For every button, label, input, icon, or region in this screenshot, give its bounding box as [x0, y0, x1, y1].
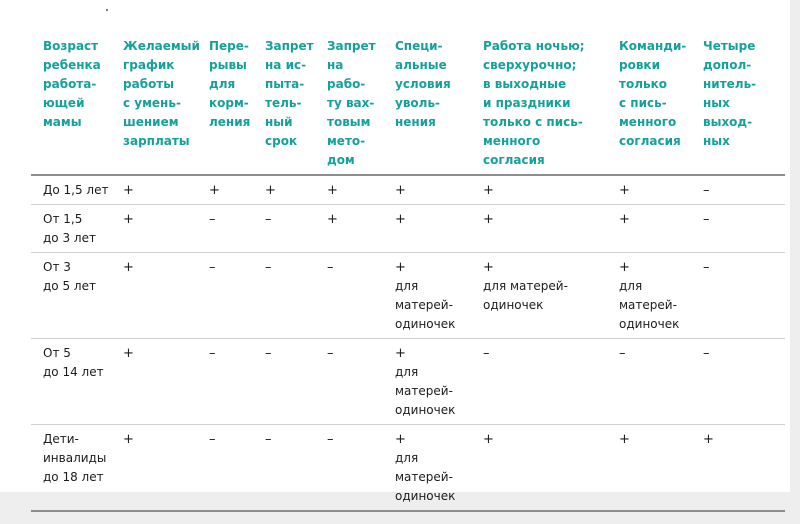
plus-mark: + — [123, 183, 134, 198]
value-cell — [253, 425, 315, 512]
dash-mark: – — [209, 346, 216, 361]
header-rotation-ban: Запрет на рабо- ту вах- товым мето- дом — [315, 32, 383, 175]
value-cell — [471, 253, 607, 339]
dash-mark: – — [703, 260, 710, 275]
value-cell — [691, 253, 785, 339]
value-cell — [471, 175, 607, 205]
header-probation-ban: Запрет на ис- пыта- тель- ный срок — [253, 32, 315, 175]
value-cell — [315, 205, 383, 253]
header-business-trips-consent: Команди- ровки только с пись- менного согласия — [607, 32, 691, 175]
plus-mark: + — [483, 183, 494, 198]
plus-mark: + — [209, 183, 220, 198]
value-cell — [253, 339, 315, 425]
cell-note: для матерей- одиночек — [395, 451, 456, 503]
value-cell — [471, 339, 607, 425]
header-reduced-schedule: Желаемый график работы с умень- шением зарплаты — [111, 32, 197, 175]
cell-note: для матерей- одиночек — [395, 279, 456, 331]
plus-mark: + — [483, 260, 494, 275]
table-row — [31, 339, 785, 425]
value-cell — [383, 253, 471, 339]
value-cell — [383, 205, 471, 253]
table-row — [31, 253, 785, 339]
dash-mark: – — [483, 346, 490, 361]
header-feeding-breaks: Пере- рывы для корм- ления — [197, 32, 253, 175]
plus-mark: + — [395, 432, 406, 447]
dash-mark: – — [327, 346, 334, 361]
table-row — [31, 425, 785, 512]
cell-note: для матерей- одиночек — [619, 279, 680, 331]
value-cell — [691, 339, 785, 425]
value-cell — [197, 253, 253, 339]
dash-mark: – — [265, 260, 272, 275]
value-cell — [253, 175, 315, 205]
plus-mark: + — [619, 183, 630, 198]
dash-mark: – — [327, 432, 334, 447]
cell-note: для матерей- одиночек — [395, 365, 456, 417]
dash-mark: – — [265, 346, 272, 361]
plus-mark: + — [395, 212, 406, 227]
dash-mark: – — [209, 212, 216, 227]
header-dismissal-terms: Специ- альные условия уволь- нения — [383, 32, 471, 175]
value-cell — [315, 175, 383, 205]
age-cell: До 1,5 лет — [31, 175, 111, 205]
value-cell — [253, 205, 315, 253]
value-cell — [315, 253, 383, 339]
age-cell: Дети- инвалиды до 18 лет — [31, 425, 111, 512]
header-child-age: Возраст ребенка работа- ющей мамы — [31, 32, 111, 175]
plus-mark: + — [123, 260, 134, 275]
plus-mark: + — [265, 183, 276, 198]
plus-mark: + — [395, 260, 406, 275]
plus-mark: + — [395, 346, 406, 361]
header-row — [31, 32, 785, 175]
value-cell — [315, 339, 383, 425]
plus-mark: + — [483, 212, 494, 227]
dash-mark: – — [265, 212, 272, 227]
value-cell — [471, 425, 607, 512]
dash-mark: – — [209, 260, 216, 275]
value-cell — [607, 205, 691, 253]
value-cell — [607, 175, 691, 205]
value-cell — [383, 175, 471, 205]
table-body — [31, 175, 785, 511]
dash-mark: – — [209, 432, 216, 447]
value-cell — [111, 205, 197, 253]
plus-mark: + — [703, 432, 714, 447]
plus-mark: + — [123, 212, 134, 227]
value-cell — [691, 425, 785, 512]
value-cell — [197, 425, 253, 512]
dash-mark: – — [619, 346, 626, 361]
value-cell — [111, 253, 197, 339]
plus-mark: + — [619, 432, 630, 447]
value-cell — [111, 175, 197, 205]
value-cell — [383, 339, 471, 425]
value-cell — [691, 205, 785, 253]
value-cell — [315, 425, 383, 512]
benefits-table — [31, 32, 785, 512]
speck-dot — [106, 9, 108, 11]
value-cell — [607, 253, 691, 339]
dash-mark: – — [265, 432, 272, 447]
dash-mark: – — [703, 212, 710, 227]
age-cell: От 5 до 14 лет — [31, 339, 111, 425]
plus-mark: + — [123, 432, 134, 447]
value-cell — [691, 175, 785, 205]
age-cell: От 1,5 до 3 лет — [31, 205, 111, 253]
dash-mark: – — [327, 260, 334, 275]
age-cell: От 3 до 5 лет — [31, 253, 111, 339]
value-cell — [197, 205, 253, 253]
value-cell — [607, 339, 691, 425]
header-night-overtime-consent: Работа ночью; сверхурочно; в выходные и праздники только с пись- менного согласия — [471, 32, 607, 175]
value-cell — [607, 425, 691, 512]
plus-mark: + — [123, 346, 134, 361]
plus-mark: + — [483, 432, 494, 447]
value-cell — [111, 339, 197, 425]
value-cell — [383, 425, 471, 512]
plus-mark: + — [327, 212, 338, 227]
dash-mark: – — [703, 183, 710, 198]
table-row — [31, 175, 785, 205]
value-cell — [253, 253, 315, 339]
cell-note: для матерей- одиночек — [483, 279, 568, 312]
table-row — [31, 205, 785, 253]
plus-mark: + — [327, 183, 338, 198]
dash-mark: – — [703, 346, 710, 361]
value-cell — [197, 175, 253, 205]
header-extra-days-off: Четыре допол- нитель- ных выход- ных — [691, 32, 785, 175]
plus-mark: + — [395, 183, 406, 198]
plus-mark: + — [619, 260, 630, 275]
value-cell — [471, 205, 607, 253]
plus-mark: + — [619, 212, 630, 227]
value-cell — [111, 425, 197, 512]
value-cell — [197, 339, 253, 425]
